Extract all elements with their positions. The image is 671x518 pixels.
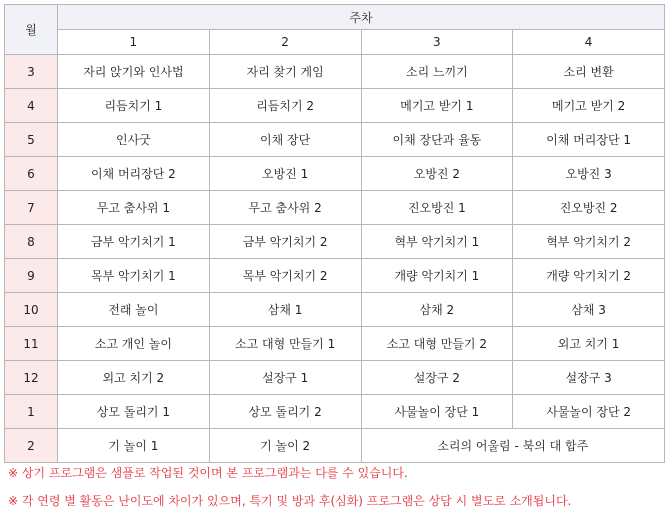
activity-cell: 이채 장단 xyxy=(209,123,361,157)
month-cell: 3 xyxy=(5,55,58,89)
table-row xyxy=(5,327,665,361)
month-cell: 5 xyxy=(5,123,58,157)
activity-cell: 이채 머리장단 2 xyxy=(58,157,210,191)
week-2-header: 2 xyxy=(209,30,361,55)
month-cell: 2 xyxy=(5,429,58,463)
month-cell: 1 xyxy=(5,395,58,429)
activity-cell: 소고 대형 만들기 1 xyxy=(209,327,361,361)
activity-cell: 금부 악기치기 1 xyxy=(58,225,210,259)
activity-cell: 혁부 악기치기 1 xyxy=(361,225,513,259)
activity-cell: 메기고 받기 1 xyxy=(361,89,513,123)
activity-cell: 상모 돌리기 2 xyxy=(209,395,361,429)
activity-cell: 무고 춤사위 2 xyxy=(209,191,361,225)
activity-cell: 기 놀이 1 xyxy=(58,429,210,463)
activity-cell: 자리 앉기와 인사법 xyxy=(58,55,210,89)
week-1-header: 1 xyxy=(58,30,210,55)
table-row xyxy=(5,293,665,327)
header-row xyxy=(5,5,665,30)
notes xyxy=(8,465,663,509)
activity-cell: 오방진 3 xyxy=(513,157,665,191)
activity-cell: 소리 변환 xyxy=(513,55,665,89)
activity-cell: 사물놀이 장단 1 xyxy=(361,395,513,429)
activity-cell: 소고 개인 놀이 xyxy=(58,327,210,361)
activity-cell: 사물놀이 장단 2 xyxy=(513,395,665,429)
activity-cell: 설장구 3 xyxy=(513,361,665,395)
activity-cell: 설장구 2 xyxy=(361,361,513,395)
table-row xyxy=(5,191,665,225)
activity-cell: 설장구 1 xyxy=(209,361,361,395)
activity-cell: 삼채 2 xyxy=(361,293,513,327)
month-cell: 9 xyxy=(5,259,58,293)
activity-cell: 목부 악기치기 1 xyxy=(58,259,210,293)
activity-cell: 외고 치기 2 xyxy=(58,361,210,395)
week-number-row xyxy=(5,30,665,55)
activity-cell: 메기고 받기 2 xyxy=(513,89,665,123)
activity-cell-merged: 소리의 어울림 - 북의 대 합주 xyxy=(361,429,665,463)
activity-cell: 삼채 1 xyxy=(209,293,361,327)
month-cell: 6 xyxy=(5,157,58,191)
activity-cell: 리듬치기 1 xyxy=(58,89,210,123)
table-row xyxy=(5,55,665,89)
activity-cell: 기 놀이 2 xyxy=(209,429,361,463)
week-header: 주차 xyxy=(58,5,665,30)
week-4-header: 4 xyxy=(513,30,665,55)
note-sample-disclaimer: ※ 상기 프로그램은 샘플로 작업된 것이며 본 프로그램과는 다를 수 있습니다. xyxy=(8,466,408,480)
activity-cell: 소고 대형 만들기 2 xyxy=(361,327,513,361)
month-cell: 7 xyxy=(5,191,58,225)
table-row xyxy=(5,89,665,123)
table-row xyxy=(5,259,665,293)
month-cell: 8 xyxy=(5,225,58,259)
month-cell: 10 xyxy=(5,293,58,327)
week-3-header: 3 xyxy=(361,30,513,55)
activity-cell: 삼채 3 xyxy=(513,293,665,327)
activity-cell: 이채 장단과 율동 xyxy=(361,123,513,157)
activity-cell: 리듬치기 2 xyxy=(209,89,361,123)
table-row xyxy=(5,123,665,157)
activity-cell: 혁부 악기치기 2 xyxy=(513,225,665,259)
table-row xyxy=(5,225,665,259)
activity-cell: 소리 느끼기 xyxy=(361,55,513,89)
activity-cell: 전래 놀이 xyxy=(58,293,210,327)
activity-cell: 진오방진 1 xyxy=(361,191,513,225)
month-header: 월 xyxy=(5,5,58,55)
activity-cell: 개량 악기치기 2 xyxy=(513,259,665,293)
activity-cell: 무고 춤사위 1 xyxy=(58,191,210,225)
activity-cell: 목부 악기치기 2 xyxy=(209,259,361,293)
table-row xyxy=(5,395,665,429)
table-row xyxy=(5,429,665,463)
activity-cell: 상모 돌리기 1 xyxy=(58,395,210,429)
month-cell: 11 xyxy=(5,327,58,361)
activity-cell: 인사굿 xyxy=(58,123,210,157)
month-cell: 4 xyxy=(5,89,58,123)
activity-cell: 외고 치기 1 xyxy=(513,327,665,361)
activity-cell: 오방진 2 xyxy=(361,157,513,191)
table-row xyxy=(5,361,665,395)
activity-cell: 개량 악기치기 1 xyxy=(361,259,513,293)
table-row xyxy=(5,157,665,191)
month-cell: 12 xyxy=(5,361,58,395)
note-age-difficulty: ※ 각 연령 별 활동은 난이도에 차이가 있으며, 특기 및 방과 후(심화) 프로그램은 상담 시 별도로 소개됩니다. xyxy=(8,494,572,508)
activity-cell: 이채 머리장단 1 xyxy=(513,123,665,157)
weekly-schedule-table xyxy=(4,4,665,463)
activity-cell: 금부 악기치기 2 xyxy=(209,225,361,259)
activity-cell: 자리 찾기 게임 xyxy=(209,55,361,89)
activity-cell: 오방진 1 xyxy=(209,157,361,191)
activity-cell: 진오방진 2 xyxy=(513,191,665,225)
